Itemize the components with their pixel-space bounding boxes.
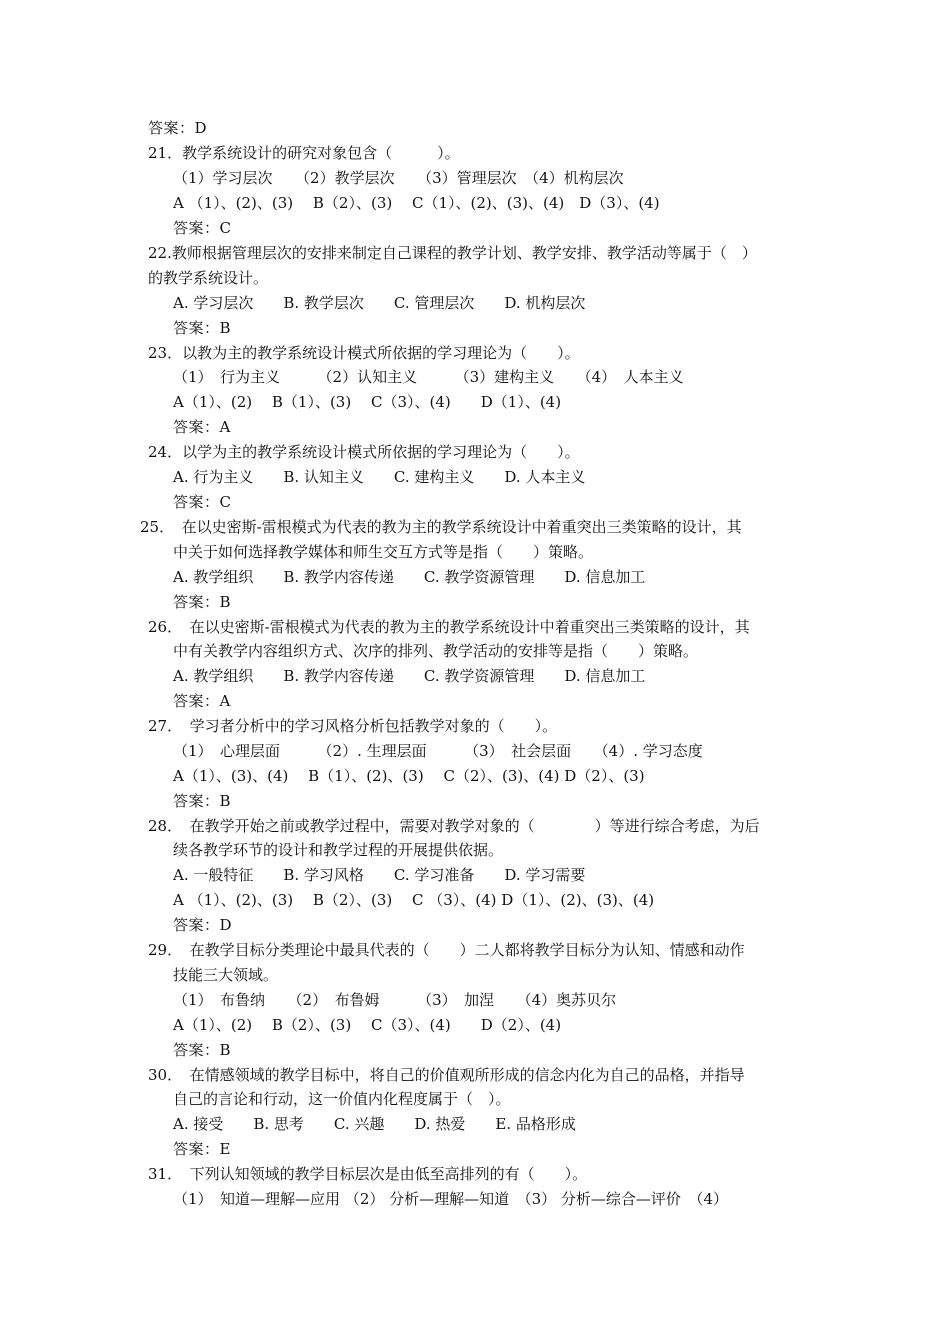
question-line: 28． 在教学开始之前或教学过程中，需要对教学对象的（ ）等进行综合考虑，为后 — [148, 817, 760, 835]
answer-line: 答案：B — [173, 1041, 232, 1059]
question-line: 25． 在以史密斯-雷根模式为代表的教为主的教学系统设计中着重突出三类策略的设计，其 — [140, 518, 742, 536]
question-line: 的教学系统设计。 — [148, 269, 269, 287]
choice-line: A（1）、(2) B（2）、(3) C（3）、(4) D（2）、(4) — [173, 1016, 562, 1034]
answer-line: 答案：B — [173, 319, 232, 337]
choice-line: A. 教学组织 B. 教学内容传递 C. 教学资源管理 D. 信息加工 — [173, 667, 646, 685]
question-line: 21．教学系统设计的研究对象包含（ ）。 — [148, 144, 460, 162]
choice-line: A. 教学组织 B. 教学内容传递 C. 教学资源管理 D. 信息加工 — [173, 568, 646, 586]
choice-line: A（1）、(3)、(4) B（1）、(2)、(3) C（2）、(3)、(4) D（2）、(3) — [173, 767, 645, 785]
question-line: 30． 在情感领域的教学目标中，将自己的价值观所形成的信念内化为自己的品格，并指导 — [148, 1066, 745, 1084]
option-line: （1）学习层次 （2）教学层次 （3）管理层次 （4）机构层次 — [173, 169, 624, 187]
option-line: （1） 知道—理解—应用 （2） 分析—理解—知道 （3） 分析—综合—评价 （4） — [173, 1190, 728, 1208]
option-line: （1） 心理层面 （2）. 生理层面 （3） 社会层面 （4）. 学习态度 — [173, 742, 703, 760]
question-line: 中关于如何选择教学媒体和师生交互方式等是指（ ）策略。 — [173, 543, 594, 561]
question-line: 自己的言论和行动，这一价值内化程度属于（ ）。 — [173, 1090, 511, 1108]
answer-line: 答案：D — [148, 119, 208, 137]
question-line: 31． 下列认知领域的教学目标层次是由低至高排列的有（ ）。 — [148, 1165, 588, 1183]
choice-line: A. 学习层次 B. 教学层次 C. 管理层次 D. 机构层次 — [173, 294, 586, 312]
question-line: 23．以教为主的教学系统设计模式所依据的学习理论为（ ）。 — [148, 344, 580, 362]
option-line: （1） 行为主义 （2）认知主义 （3）建构主义 （4） 人本主义 — [173, 368, 684, 386]
choice-line: A （1）、(2)、(3) B（2）、(3) C（1）、(2)、(3)、(4) D（3）、(4) — [173, 194, 660, 212]
option-line: （1） 布鲁纳 （2） 布鲁姆 （3） 加涅 （4）奥苏贝尔 — [173, 991, 617, 1009]
choice-line: A. 接受 B. 思考 C. 兴趣 D. 热爱 E. 品格形成 — [173, 1115, 576, 1133]
answer-line: 答案：D — [173, 916, 233, 934]
question-line: 中有关教学内容组织方式、次序的排列、教学活动的安排等是指（ ）策略。 — [173, 642, 699, 660]
answer-line: 答案：A — [173, 418, 231, 436]
question-line: 26． 在以史密斯-雷根模式为代表的教为主的教学系统设计中着重突出三类策略的设计，其 — [148, 618, 750, 636]
answer-line: 答案：A — [173, 692, 231, 710]
question-line: 22.教师根据管理层次的安排来制定自己课程的教学计划、教学安排、教学活动等属于（ ） — [148, 244, 757, 262]
question-line: 29． 在教学目标分类理论中最具代表的（ ）二人都将教学目标分为认知、情感和动作 — [148, 941, 745, 959]
answer-line: 答案：C — [173, 219, 232, 237]
answer-line: 答案：B — [173, 593, 232, 611]
choice-line: A（1）、(2) B（1）、(3) C（3）、(4) D（1）、(4) — [173, 393, 562, 411]
answer-line: 答案：B — [173, 792, 232, 810]
choice-line: A. 行为主义 B. 认知主义 C. 建构主义 D. 人本主义 — [173, 468, 586, 486]
choice-line: A. 一般特征 B. 学习风格 C. 学习准备 D. 学习需要 — [173, 866, 586, 884]
choice-line: A （1）、(2)、(3) B（2）、(3) C （3）、(4) D（1）、(2)、(3)、(4) — [173, 891, 655, 909]
answer-line: 答案：E — [173, 1140, 231, 1158]
question-line: 24．以学为主的教学系统设计模式所依据的学习理论为（ ）。 — [148, 443, 580, 461]
question-line: 27． 学习者分析中的学习风格分析包括教学对象的（ ）。 — [148, 717, 558, 735]
question-line: 技能三大领域。 — [173, 966, 279, 984]
answer-line: 答案：C — [173, 493, 232, 511]
question-line: 续各教学环节的设计和教学过程的开展提供依据。 — [173, 841, 504, 859]
